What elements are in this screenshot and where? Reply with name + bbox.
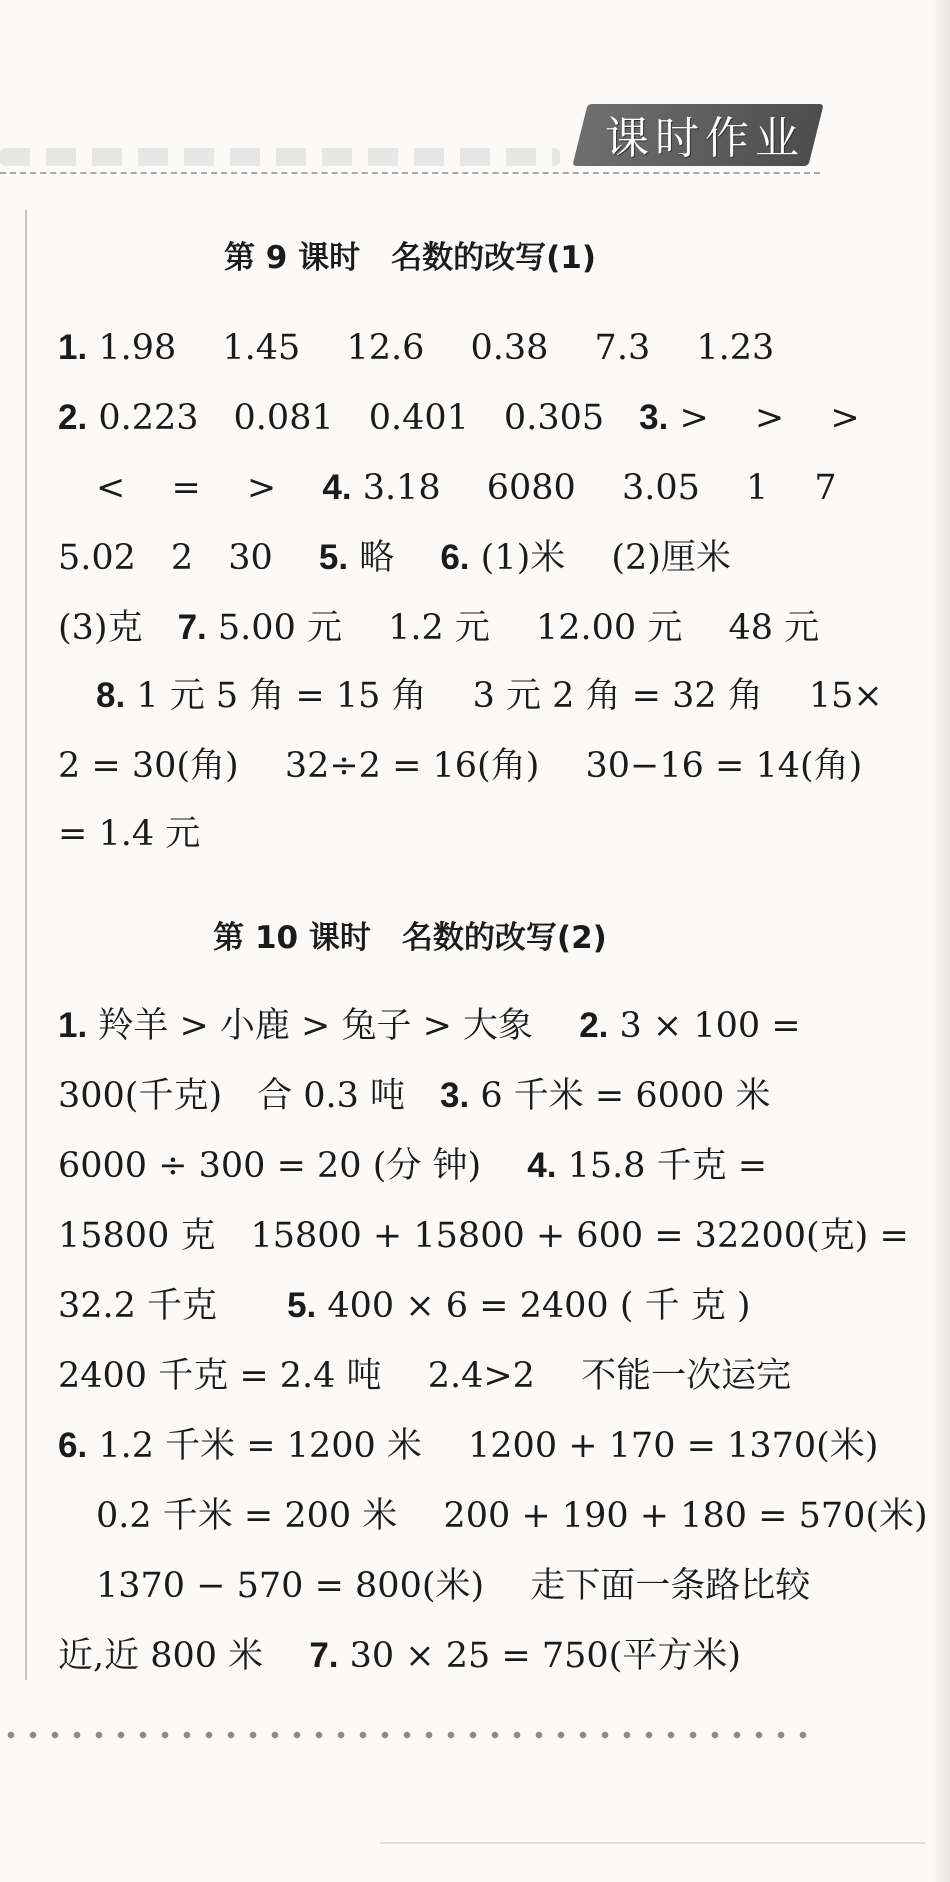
question-number: 7. [177,608,207,647]
answer-line [58,1426,878,1466]
answer-text: 1.98 1.45 12.6 0.38 7.3 1.23 [87,328,775,368]
answer-text: 1.2 千米 = 1200 米 1200 + 170 = 1370(米) [87,1426,879,1466]
answer-line [58,814,200,854]
answer-text: 略 [348,538,441,578]
section-title-2: 第 10 课时 名数的改写(2) [213,920,607,956]
answer-text: 3.18 6080 3.05 1 7 [351,468,837,508]
answer-line [58,1356,791,1396]
question-number: 2. [58,398,88,437]
answer-text: 5.00 元 1.2 元 12.00 元 48 元 [206,608,820,648]
question-number: 5. [318,538,349,577]
answer-text: (3)克 [58,608,178,648]
answer-text: (1)米 (2)厘米 [469,538,731,578]
answer-text: 近,近 800 米 [58,1636,310,1676]
question-number: 6. [58,1426,88,1465]
answer-line [58,1146,767,1186]
answer-text: 0.2 千米 = 200 米 200 + 190 + 180 = 570(米) [96,1496,928,1536]
question-number: 7. [309,1636,339,1675]
question-number: 1. [58,1006,88,1045]
answer-text: 15800 克 15800 + 15800 + 600 = 32200(克) = [58,1216,909,1256]
answer-text: 1370 − 570 = 800(米) 走下面一条路比较 [96,1566,811,1606]
answer-text: 300(千克) 合 0.3 吨 [58,1076,441,1116]
answer-text: 0.223 0.081 0.401 0.305 [87,398,640,438]
answer-text: 32.2 千克 [58,1286,288,1326]
answer-line [58,398,860,438]
answer-text: < = > [96,468,323,508]
question-number: 8. [96,676,126,715]
answer-text: 5.02 2 30 [58,538,319,578]
answer-line [58,746,862,786]
answer-text: 1 元 5 角 = 15 角 3 元 2 角 = 32 角 15× [125,676,883,716]
question-number: 6. [440,538,470,577]
answer-line [58,1636,741,1676]
answer-text: 2 = 30(角) 32÷2 = 16(角) 30−16 = 14(角) [58,746,863,786]
question-number: 2. [579,1006,609,1045]
footer-rule [380,1842,925,1844]
answer-line [96,468,837,508]
answer-text: = 1.4 元 [58,814,201,854]
answer-text: 3 × 100 = [608,1006,801,1046]
answer-text: 羚羊 > 小鹿 > 兔子 > 大象 [87,1006,580,1046]
question-number: 3. [639,398,669,437]
answer-text: 15.8 千克 = [556,1146,768,1186]
answer-text: 6 千米 = 6000 米 [469,1076,771,1116]
question-number: 1. [58,328,88,367]
answer-line [58,538,731,578]
answer-line [58,1076,771,1116]
answer-line [96,1496,928,1536]
answer-text: 6000 ÷ 300 = 20 (分 钟) [58,1146,528,1186]
answer-line [58,608,819,648]
answer-text: 30 × 25 = 750(平方米) [338,1636,741,1676]
answer-line [96,1566,810,1606]
answer-line [58,328,774,368]
answer-text: 2400 千克 = 2.4 吨 2.4>2 不能一次运完 [58,1356,792,1396]
footer-dotted-divider [0,1728,820,1742]
question-number: 5. [287,1286,317,1325]
question-number: 3. [440,1076,470,1115]
header-decoration [0,148,560,166]
header-divider [0,172,820,174]
answer-text: > > > [668,398,860,438]
question-number: 4. [322,468,352,507]
answer-line [58,1286,751,1326]
header-banner-title: 课时作业 [605,113,805,164]
question-number: 4. [527,1146,557,1185]
answer-line [58,1216,909,1256]
section-title-1: 第 9 课时 名数的改写(1) [223,240,597,276]
answer-text: 400 × 6 = 2400 ( 千 克 ) [316,1286,751,1326]
answer-line [58,1006,801,1046]
answer-line [96,676,883,716]
page-edge-shadow [930,0,950,1882]
